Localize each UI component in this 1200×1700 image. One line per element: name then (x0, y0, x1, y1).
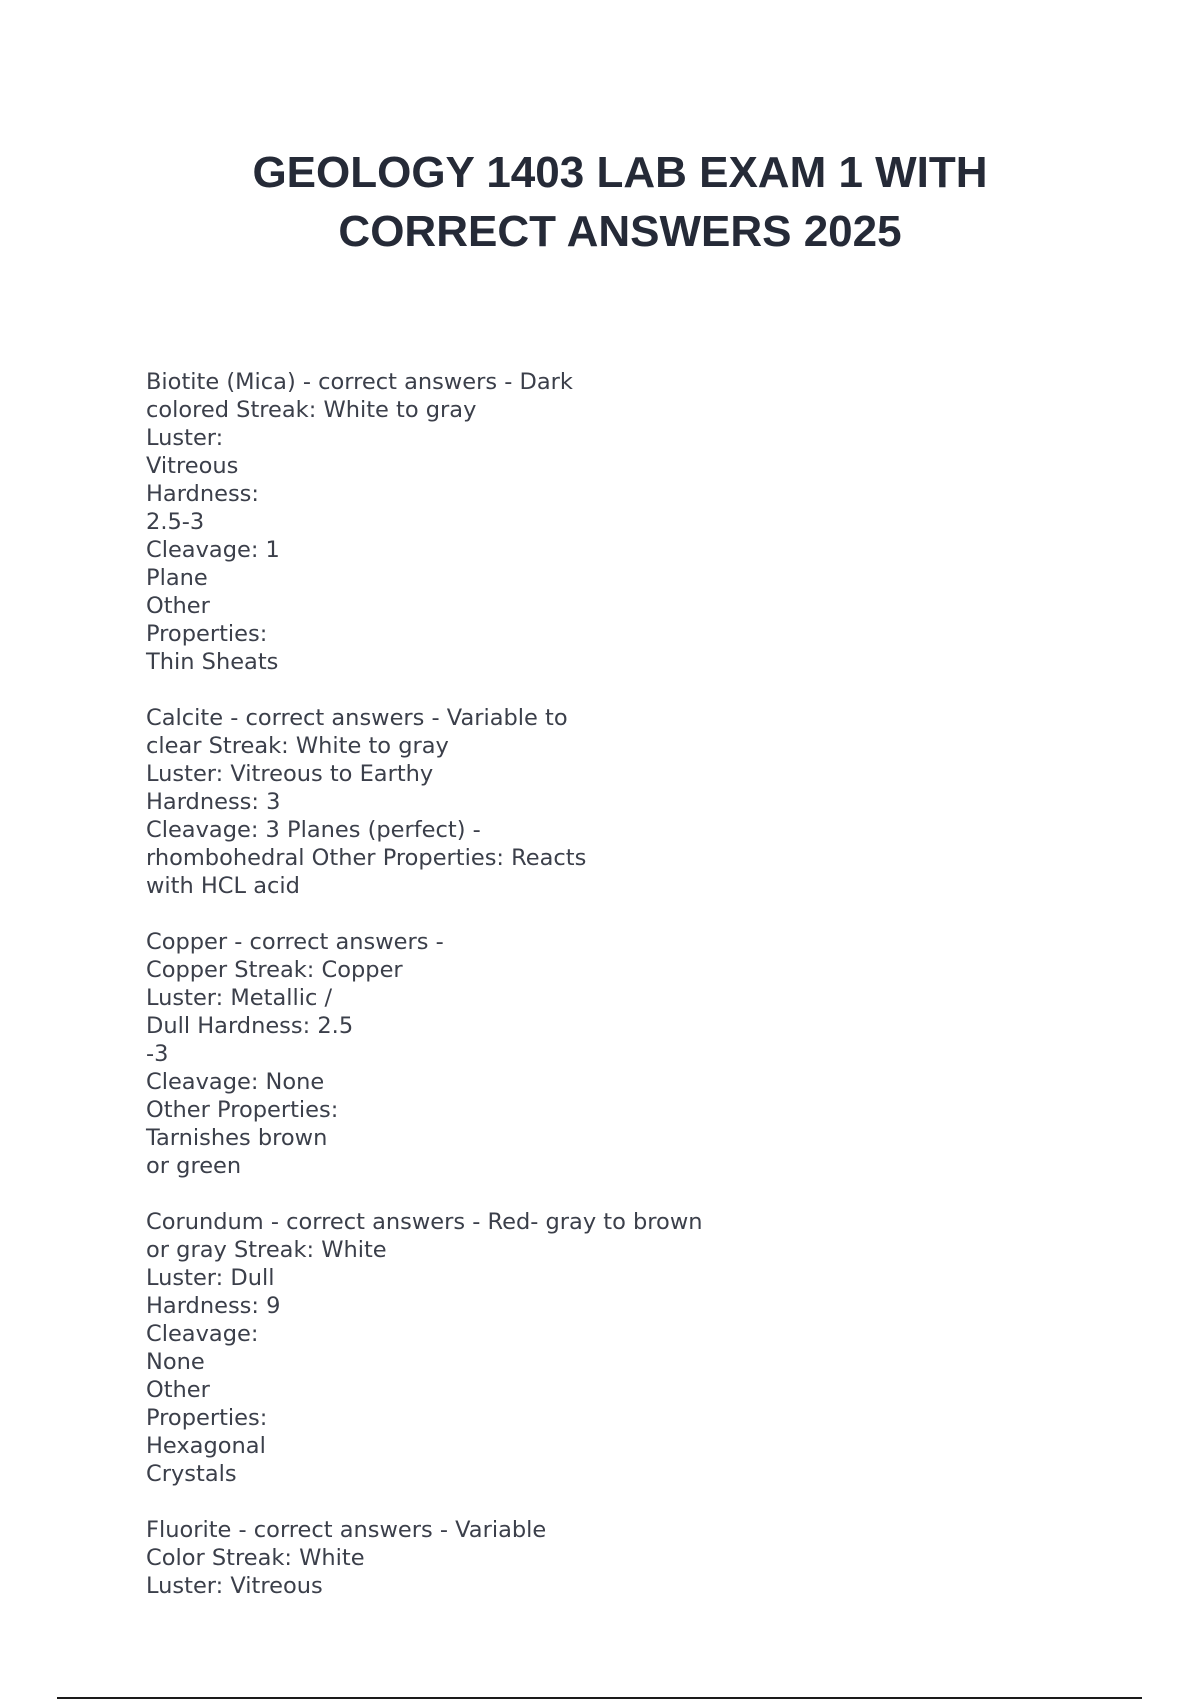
entry-line: Hardness: 9 (146, 1293, 281, 1319)
title-line: CORRECT ANSWERS 2025 (338, 207, 902, 256)
entry-line: Crystals (146, 1461, 237, 1487)
entry-line: clear Streak: White to gray (146, 733, 449, 759)
entry-line: or green (146, 1153, 242, 1179)
entry-line: Other Properties: (146, 1097, 339, 1123)
entry-line: Biotite (Mica) - correct answers - Dark (146, 369, 573, 395)
entry-line: Calcite - correct answers - Variable to (146, 705, 568, 731)
entry-line: None (146, 1349, 205, 1375)
entry-line: Cleavage: None (146, 1069, 325, 1095)
document-body (146, 368, 1046, 1628)
entry-line: Vitreous (146, 453, 239, 479)
entry-biotite (146, 368, 1046, 676)
entry-line: Cleavage: 1 (146, 537, 280, 563)
entry-calcite (146, 704, 1046, 900)
entry-line: Luster: (146, 425, 224, 451)
entry-line: Hardness: (146, 481, 259, 507)
entry-line: 2.5-3 (146, 509, 205, 535)
entry-line: Properties: (146, 621, 268, 647)
entry-line: Dull Hardness: 2.5 (146, 1013, 354, 1039)
entry-line: Color Streak: White (146, 1545, 365, 1571)
page-divider (57, 1697, 1142, 1699)
entry-line: Luster: Metallic / (146, 985, 333, 1011)
entry-line: -3 (146, 1041, 169, 1067)
entry-line: Luster: Vitreous to Earthy (146, 761, 434, 787)
entry-line: Hexagonal (146, 1433, 266, 1459)
entry-line: Cleavage: (146, 1321, 259, 1347)
entry-line: Copper - correct answers - (146, 929, 444, 955)
title-line: GEOLOGY 1403 LAB EXAM 1 WITH (252, 148, 988, 197)
entry-line: Copper Streak: Copper (146, 957, 403, 983)
entry-line: Properties: (146, 1405, 268, 1431)
entry-line: Corundum - correct answers - Red- gray to brown (146, 1209, 703, 1235)
entry-line: Other (146, 593, 210, 619)
entry-line: Other (146, 1377, 210, 1403)
entry-line: or gray Streak: White (146, 1237, 387, 1263)
entry-copper (146, 928, 1046, 1180)
entry-line: Hardness: 3 (146, 789, 281, 815)
entry-line: rhombohedral Other Properties: Reacts (146, 845, 587, 871)
entry-line: Fluorite - correct answers - Variable (146, 1517, 547, 1543)
entry-line: with HCL acid (146, 873, 300, 899)
entry-corundum (146, 1208, 1046, 1488)
entry-fluorite (146, 1516, 1046, 1600)
document-title (100, 143, 1140, 261)
entry-line: Tarnishes brown (146, 1125, 328, 1151)
entry-line: Thin Sheats (146, 649, 279, 675)
entry-line: Plane (146, 565, 208, 591)
entry-line: Luster: Dull (146, 1265, 275, 1291)
entry-line: Cleavage: 3 Planes (perfect) - (146, 817, 481, 843)
entry-line: Luster: Vitreous (146, 1573, 323, 1599)
entry-line: colored Streak: White to gray (146, 397, 477, 423)
